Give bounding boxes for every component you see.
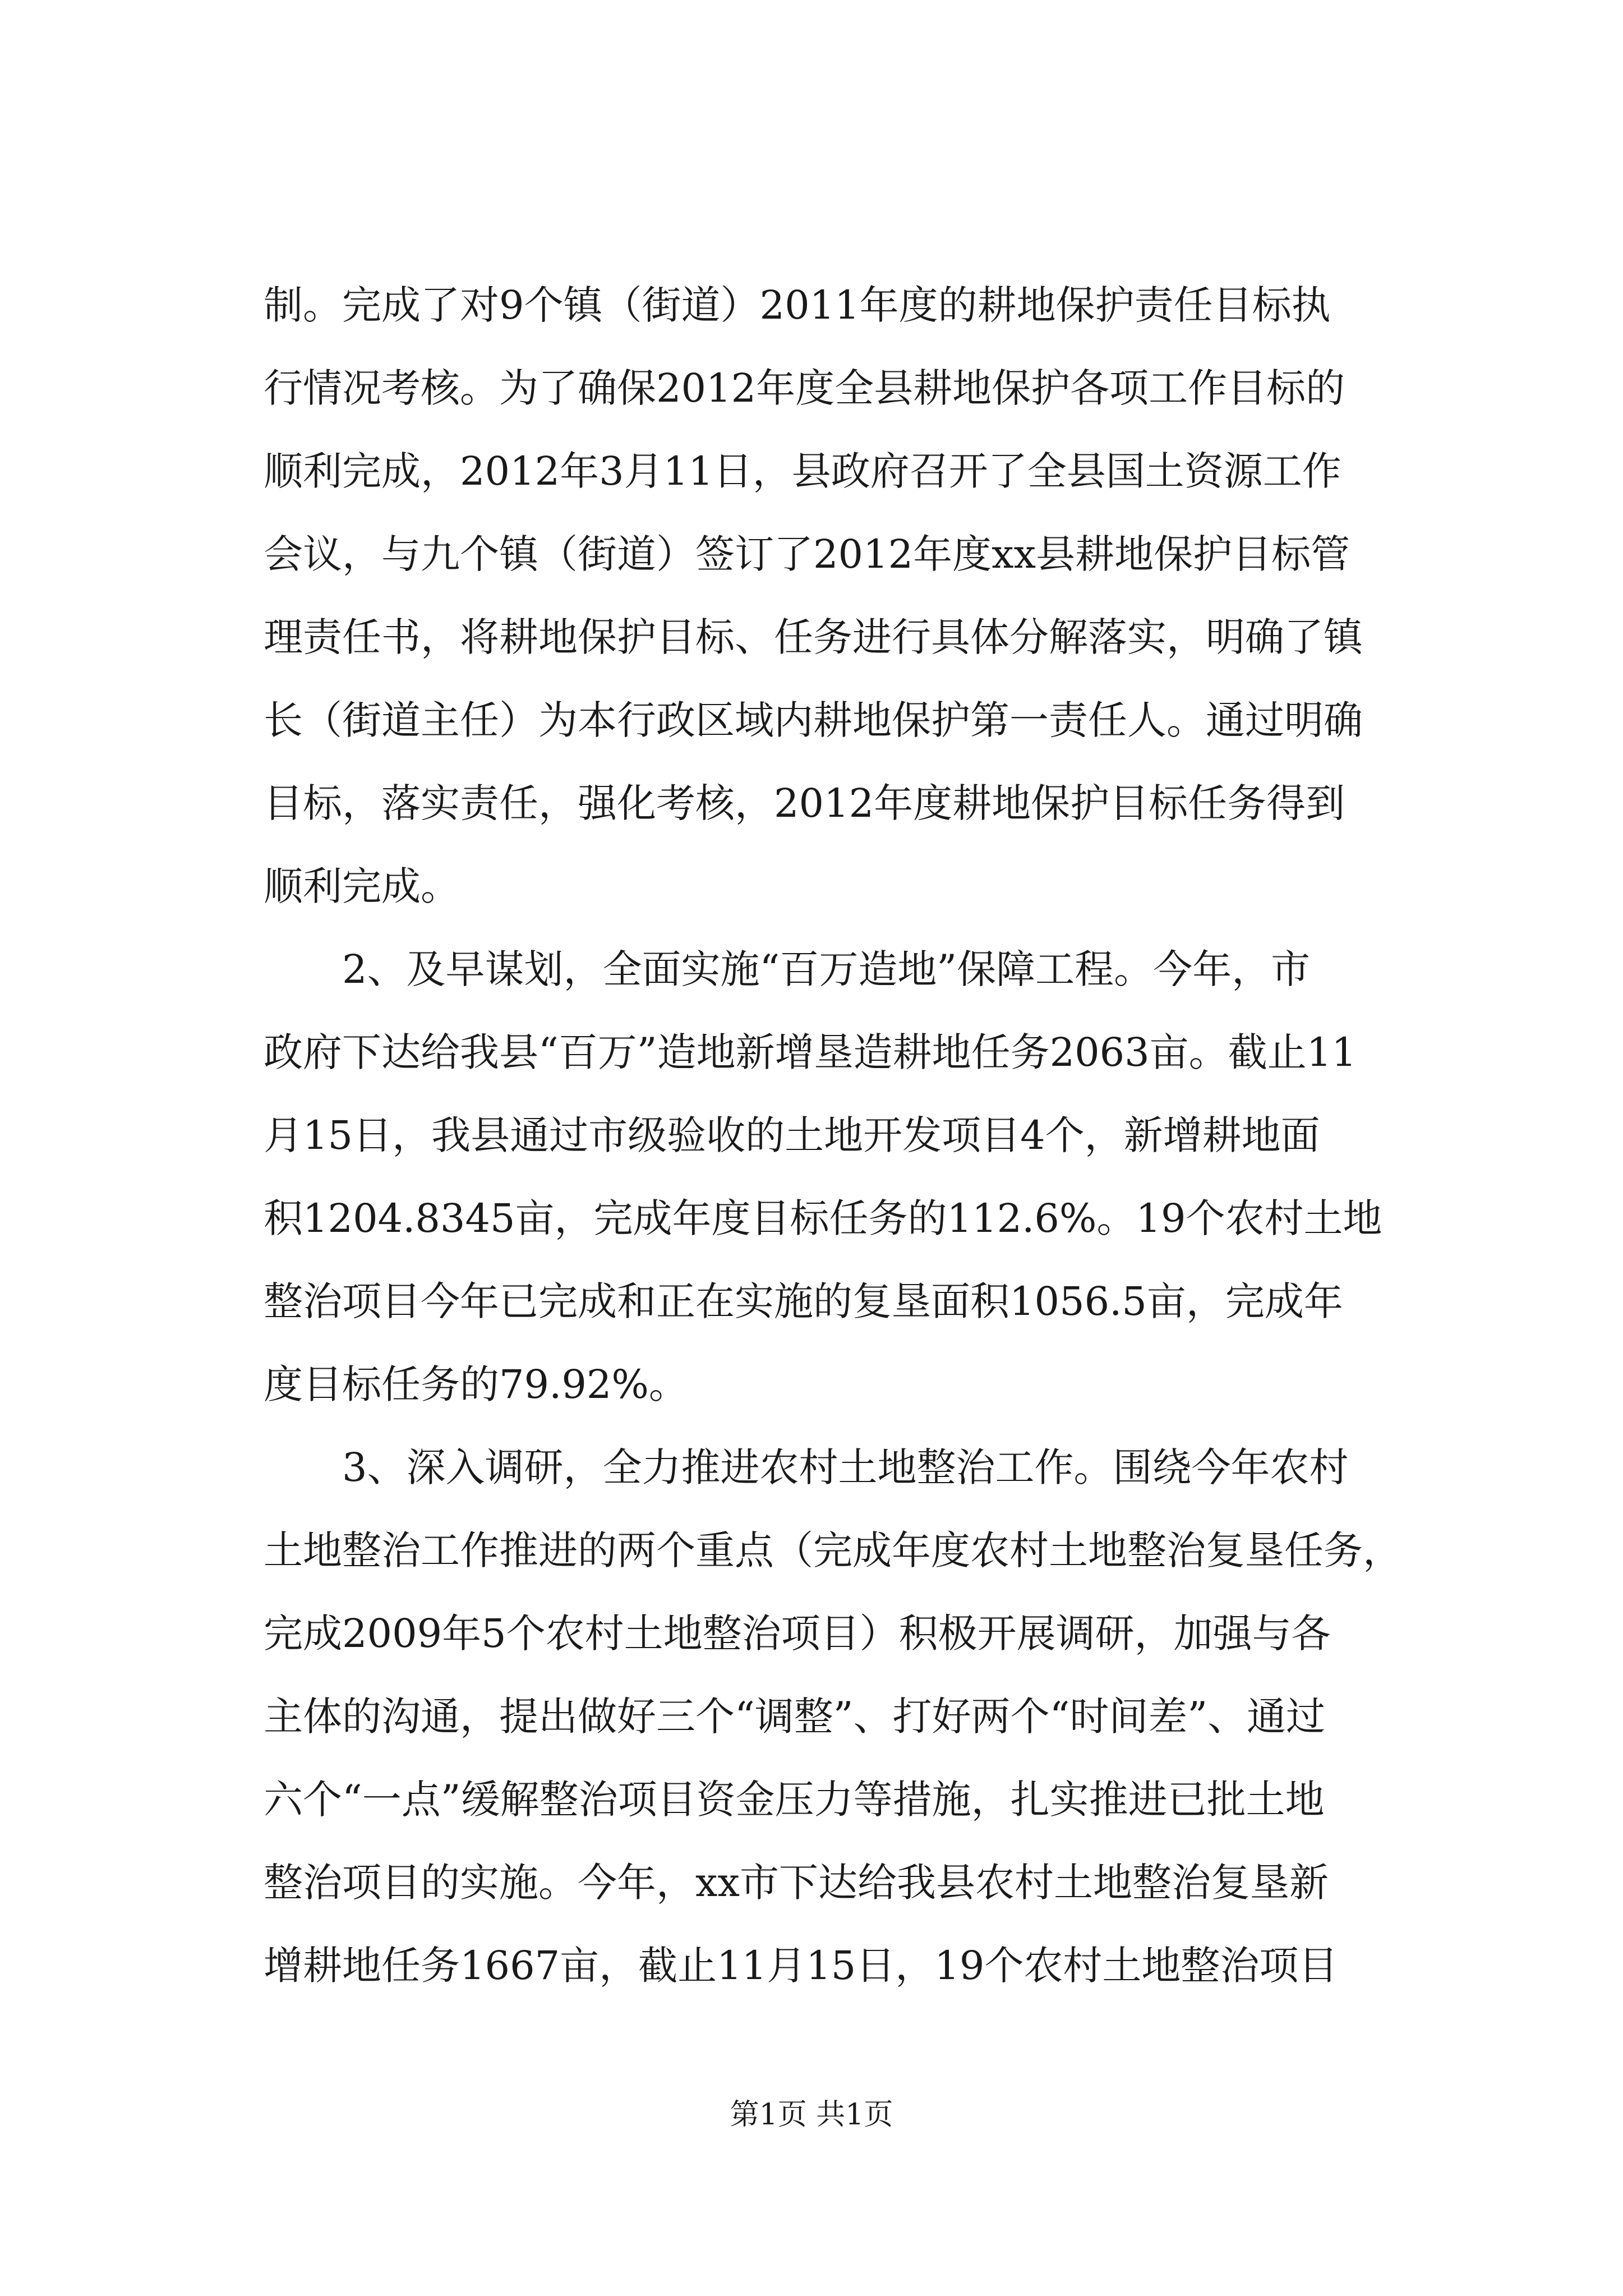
text-line: 3、深入调研，全力推进农村土地整治工作。围绕今年农村 (264, 1444, 1349, 1490)
text-line: 长（街道主任）为本行政区域内耕地保护第一责任人。通过明确 (264, 697, 1363, 743)
text-line: 理责任书，将耕地保护目标、任务进行具体分解落实，明确了镇 (264, 614, 1363, 660)
text-line: 顺利完成，2012年3月11日，县政府召开了全县国土资源工作 (264, 448, 1341, 494)
text-line: 六个“一点”缓解整治项目资金压力等措施，扎实推进已批土地 (264, 1777, 1325, 1823)
text-line: 增耕地任务1667亩，截止11月15日，19个农村土地整治项目 (264, 1943, 1338, 1989)
text-line: 度目标任务的79.92%。 (264, 1361, 688, 1407)
text-line: 完成2009年5个农村土地整治项目）积极开展调研，加强与各 (264, 1611, 1331, 1657)
text-line: 整治项目今年已完成和正在实施的复垦面积1056.5亩，完成年 (264, 1278, 1343, 1324)
text-line: 顺利完成。 (264, 863, 460, 909)
text-line: 月15日，我县通过市级验收的土地开发项目4个，新增耕地面 (264, 1112, 1320, 1158)
text-line: 土地整治工作推进的两个重点（完成年度农村土地整治复垦任务， (264, 1527, 1402, 1573)
text-line: 主体的沟通，提出做好三个“调整”、打好两个“时间差”、通过 (264, 1694, 1326, 1740)
text-line: 目标，落实责任，强化考核，2012年度耕地保护目标任务得到 (264, 780, 1345, 826)
text-line: 政府下达给我县“百万”造地新增垦造耕地任务2063亩。截止11 (264, 1029, 1357, 1075)
body-text (264, 264, 1430, 2007)
text-line: 2、及早谋划，全面实施“百万造地”保障工程。今年，市 (264, 946, 1311, 992)
text-line: 会议，与九个镇（街道）签订了2012年度xx县耕地保护目标管 (264, 531, 1350, 577)
text-line: 制。完成了对9个镇（街道）2011年度的耕地保护责任目标执 (264, 282, 1331, 328)
text-line: 行情况考核。为了确保2012年度全县耕地保护各项工作目标的 (264, 365, 1345, 411)
text-line: 积1204.8345亩，完成年度目标任务的112.6%。19个农村土地 (264, 1195, 1382, 1241)
text-line: 整治项目的实施。今年，xx市下达给我县农村土地整治复垦新 (264, 1860, 1329, 1906)
page-footer: 第1页 共1页 (730, 2098, 893, 2132)
